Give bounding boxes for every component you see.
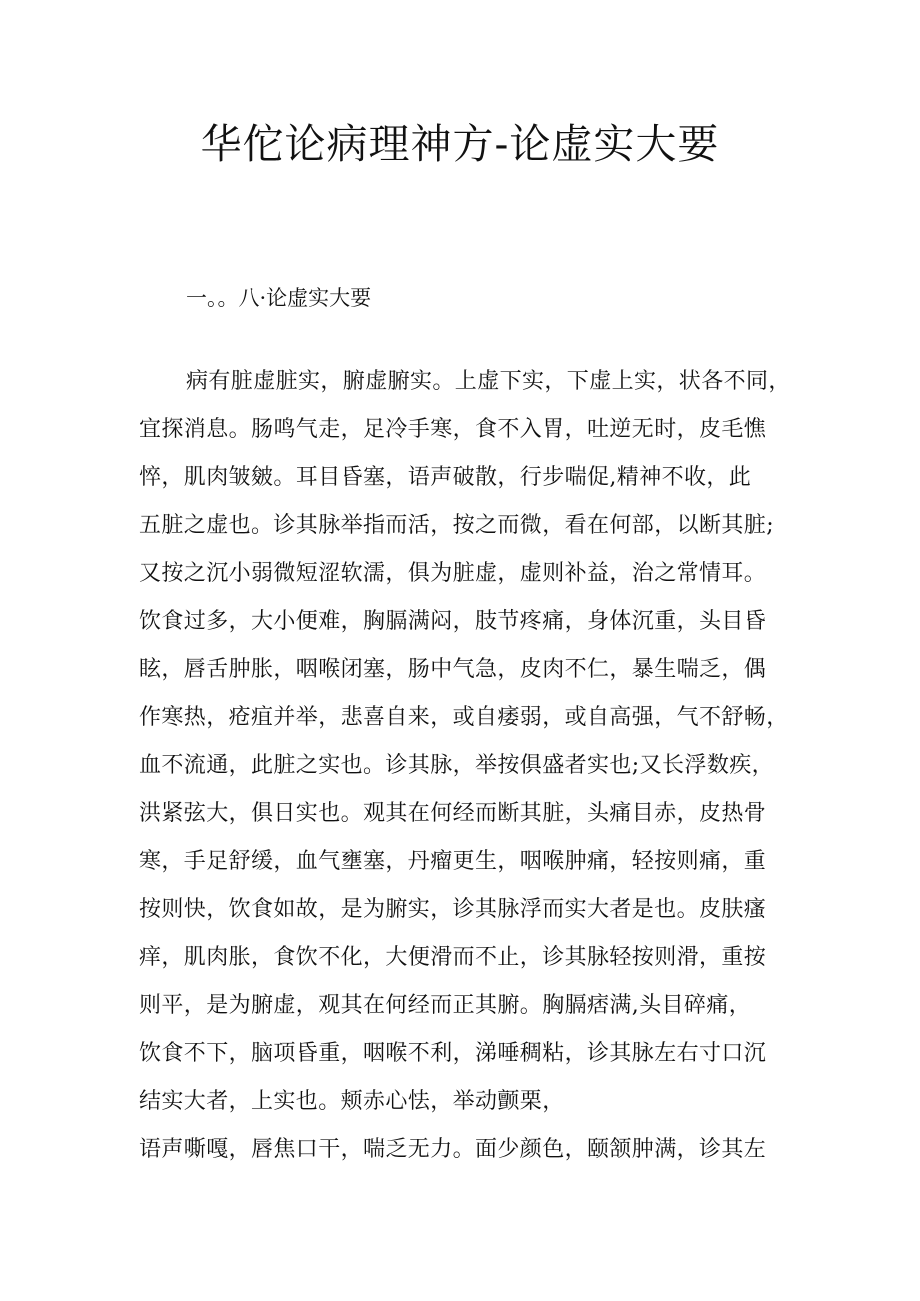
body-line: 语声嘶嘎，唇焦口干，喘乏无力。面少颜色，颐颔肿满，诊其左: [139, 1137, 767, 1162]
body-line: 结实大者，上实也。颊赤心怯，举动颤栗，: [139, 1089, 565, 1114]
body-line: 宜探消息。肠鸣气走，足冷手寒，食不入胃，吐逆无时，皮毛憔: [139, 417, 767, 442]
body-line: 病有脏虚脏实，腑虚腑实。上虚下实，下虚上实，状各不同，: [186, 369, 791, 394]
section-heading: 一。。八·论虚实大要: [186, 286, 372, 310]
body-line: 洪紧弦大，俱日实也。观其在何经而断其脏，头痛目赤，皮热骨: [139, 801, 767, 826]
body-line: 眩，唇舌肿胀，咽喉闭塞，肠中气急，皮肉不仁，暴生喘乏，偶: [139, 657, 767, 682]
body-line: 五脏之虚也。诊其脉举指而活，按之而微，看在何部，以断其脏;: [139, 513, 775, 538]
body-line: 饮食不下，脑项昏重，咽喉不利，涕唾稠粘，诊其脉左右寸口沉: [139, 1041, 767, 1066]
body-line: 则平，是为腑虚，观其在何经而正其腑。胸膈痞满,头目碎痛，: [139, 993, 752, 1018]
body-line: 血不流通，此脏之实也。诊其脉，举按俱盛者实也;又长浮数疾，: [139, 753, 775, 778]
body-line: 又按之沉小弱微短涩软濡，俱为脏虚，虚则补益，治之常情耳。: [139, 561, 767, 586]
body-line: 按则快，饮食如故，是为腑实，诊其脉浮而实大者是也。皮肤瘙: [139, 897, 767, 922]
body-line: 悴，肌肉皱皴。耳目昏塞，语声破散，行步喘促,精神不收，此: [139, 465, 752, 490]
body-line: 饮食过多，大小便难，胸膈满闷，肢节疼痛，身体沉重，头目昏: [139, 609, 767, 634]
body-line: 痒，肌肉胀，食饮不化，大便滑而不止，诊其脉轻按则滑，重按: [139, 945, 767, 970]
document-title: 华佗论病理神方-论虚实大要: [200, 120, 720, 168]
body-line: 作寒热，疮疽并举，悲喜自来，或自痿弱，或自高强，气不舒畅，: [139, 705, 789, 730]
body-line: 寒，手足舒缓，血气壅塞，丹瘤更生，咽喉肿痛，轻按则痛，重: [139, 849, 767, 874]
